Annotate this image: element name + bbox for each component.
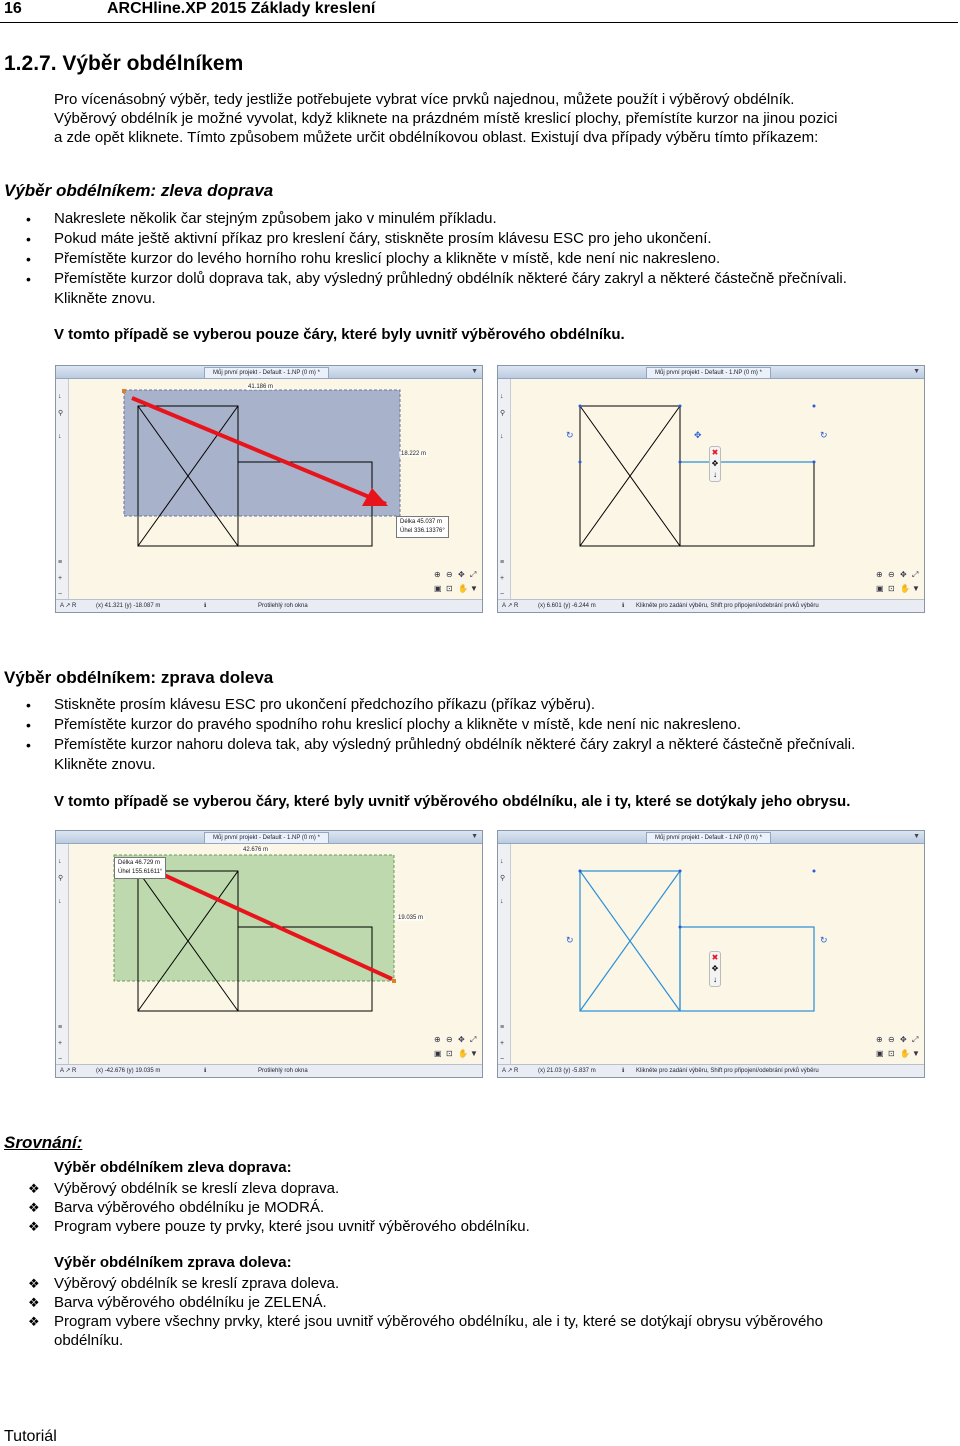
comparison-heading: Srovnání: bbox=[4, 1133, 83, 1152]
intro-paragraph bbox=[54, 90, 934, 147]
coords-readout: (x) 41.321 (y) -18.087 m bbox=[96, 603, 161, 609]
list-item-text: Přemístěte kurzor nahoru doleva tak, aby výsledný průhledný obdélník některé čáry zakryl a některé částečně přečnívali. bbox=[54, 736, 856, 753]
rotate-icon[interactable]: ↻ bbox=[820, 935, 828, 945]
arrow-down-icon[interactable]: ↓ bbox=[58, 393, 62, 400]
info-icon: ℹ bbox=[622, 603, 625, 609]
tab-project[interactable]: Můj první projekt - Default - 1.NP (0 m) * bbox=[204, 832, 329, 844]
minus-icon[interactable]: − bbox=[58, 1056, 63, 1063]
zoom-out-icon[interactable]: ⊖ bbox=[888, 570, 895, 579]
list-item-cont: Klikněte znovu. bbox=[54, 756, 156, 773]
view-tools bbox=[434, 1035, 480, 1065]
fit-icon[interactable]: ⤢ bbox=[912, 1035, 919, 1044]
arrow-down-icon[interactable]: ↓ bbox=[58, 433, 62, 440]
list-item: ❖ Program vybere pouze ty prvky, které jsou uvnitř výběrového obdélníku. bbox=[28, 1217, 928, 1236]
plus-icon[interactable]: + bbox=[58, 575, 63, 582]
comparison-b-title: Výběr obdélníkem zprava doleva: bbox=[54, 1254, 292, 1271]
arrow-down-icon[interactable]: ↓ bbox=[58, 898, 62, 905]
left-toolbar bbox=[56, 379, 69, 600]
pan-hand-icon[interactable]: ✋ bbox=[900, 584, 910, 593]
zoom-window-icon[interactable]: ⊡ bbox=[888, 1049, 895, 1058]
status-bar bbox=[498, 599, 924, 612]
minus-icon[interactable]: − bbox=[500, 1056, 505, 1063]
edit-widget[interactable] bbox=[709, 951, 721, 987]
left-toolbar bbox=[498, 844, 511, 1065]
fit-icon[interactable]: ⤢ bbox=[470, 1035, 477, 1044]
zoom-icon[interactable]: ⚲ bbox=[500, 875, 506, 882]
view-tools bbox=[434, 570, 480, 600]
snap-icon[interactable]: A ↗ R bbox=[502, 603, 519, 609]
snap-icon[interactable]: A ↗ R bbox=[60, 1068, 77, 1074]
move-icon[interactable]: ✥ bbox=[900, 1035, 907, 1044]
layer-icon[interactable]: ▣ bbox=[434, 584, 442, 593]
list-item: • Nakreslete několik čar stejným způsobem jako v minulém příkladu. bbox=[26, 209, 946, 229]
comparison-b-list bbox=[28, 1274, 928, 1350]
list-icon[interactable]: ≡ bbox=[500, 559, 505, 566]
pan-hand-icon[interactable]: ✋ bbox=[458, 584, 468, 593]
move-icon[interactable]: ✥ bbox=[711, 964, 719, 973]
list-item: ❖ Barva výběrového obdélníku je MODRÁ. bbox=[28, 1198, 928, 1217]
view-tools bbox=[876, 1035, 922, 1065]
window-titlebar bbox=[498, 366, 924, 379]
comparison-a-list bbox=[28, 1179, 928, 1236]
page-footer: Tutoriál bbox=[4, 1428, 57, 1445]
angle-value: 155.61611° bbox=[132, 869, 163, 875]
drawing-canvas bbox=[498, 366, 924, 612]
pan-hand-icon[interactable]: ✋ bbox=[458, 1049, 468, 1058]
section-heading: 1.2.7. Výběr obdélníkem bbox=[4, 52, 244, 75]
move-icon[interactable]: ✥ bbox=[694, 430, 702, 440]
list-item: ❖ Výběrový obdélník se kreslí zleva doprava. bbox=[28, 1179, 928, 1198]
case1-result: V tomto případě se vyberou pouze čáry, které byly uvnitř výběrového obdélníku. bbox=[54, 326, 625, 343]
pan-hand-icon[interactable]: ✋ bbox=[900, 1049, 910, 1058]
fit-icon[interactable]: ⤢ bbox=[470, 570, 477, 579]
arrow-down-icon[interactable]: ↓ bbox=[58, 858, 62, 865]
dropdown-icon[interactable]: ▼ bbox=[471, 833, 478, 840]
zoom-window-icon[interactable]: ⊡ bbox=[888, 584, 895, 593]
list-item-cont: Klikněte znovu. bbox=[54, 290, 156, 307]
move-icon[interactable]: ✥ bbox=[458, 570, 465, 579]
case2-heading: Výběr obdélníkem: zprava doleva bbox=[4, 668, 274, 687]
info-icon: ℹ bbox=[622, 1068, 625, 1074]
layer-icon[interactable]: ▣ bbox=[876, 1049, 884, 1058]
window-titlebar bbox=[56, 366, 482, 379]
intro-line: a zde opět kliknete. Tímto způsobem můžete určit obdélníkovou oblast. Existují dva případy výběru tímto příkazem: bbox=[54, 129, 819, 146]
tab-project[interactable]: Můj první projekt - Default - 1.NP (0 m) * bbox=[646, 832, 771, 844]
zoom-icon[interactable]: ⚲ bbox=[500, 410, 506, 417]
screenshot-right-to-left-result bbox=[497, 830, 925, 1078]
screenshot-right-to-left-selecting bbox=[55, 830, 483, 1078]
status-hint: Protilehlý roh okna bbox=[258, 1068, 308, 1074]
dropdown-icon[interactable]: ▼ bbox=[913, 833, 920, 840]
drawing-canvas bbox=[56, 366, 482, 612]
layer-icon[interactable]: ▣ bbox=[876, 584, 884, 593]
list-item-text: Přemístěte kurzor dolů doprava tak, aby výsledný průhledný obdélník některé čáry zakryl a některé částečně přečnívali. bbox=[54, 270, 847, 287]
info-icon: ℹ bbox=[204, 603, 207, 609]
info-icon: ℹ bbox=[204, 1068, 207, 1074]
status-bar bbox=[498, 1064, 924, 1077]
list-icon[interactable]: ≡ bbox=[500, 1024, 505, 1031]
list-item: • Přemístěte kurzor do levého horního rohu kreslicí plochy a klikněte v místě, kde není nic nakresleno. bbox=[26, 249, 946, 269]
window-titlebar bbox=[56, 831, 482, 844]
comparison-a-title: Výběr obdélníkem zleva doprava: bbox=[54, 1159, 292, 1176]
list-item: • Pokud máte ještě aktivní příkaz pro kreslení čáry, stiskněte prosím klávesu ESC pro jeho ukončení. bbox=[26, 229, 946, 249]
arrow-down-icon[interactable]: ↓ bbox=[500, 433, 504, 440]
dropdown-icon[interactable]: ▼ bbox=[471, 368, 478, 375]
case1-bullets bbox=[26, 209, 946, 309]
zoom-out-icon[interactable]: ⊖ bbox=[888, 1035, 895, 1044]
plus-icon[interactable]: + bbox=[500, 575, 505, 582]
save-icon[interactable]: ▼ bbox=[912, 584, 920, 593]
header-title: ARCHline.XP 2015 Základy kreslení bbox=[107, 0, 376, 17]
status-bar bbox=[56, 599, 482, 612]
view-tools bbox=[876, 570, 922, 600]
left-toolbar bbox=[56, 844, 69, 1065]
zoom-window-icon[interactable]: ⊡ bbox=[446, 584, 453, 593]
zoom-out-icon[interactable]: ⊖ bbox=[446, 1035, 453, 1044]
dimension-top: 42.676 m bbox=[243, 847, 269, 853]
snap-icon[interactable]: A ↗ R bbox=[502, 1068, 519, 1074]
tab-project[interactable]: Můj první projekt - Default - 1.NP (0 m) * bbox=[646, 367, 771, 379]
arrow-down-icon[interactable]: ↓ bbox=[500, 898, 504, 905]
list-item-text: Program vybere všechny prvky, které jsou uvnitř výběrového obdélníku, ale i ty, které se dotýkají obrysu výběrového bbox=[54, 1313, 823, 1330]
list-item: • Stiskněte prosím klávesu ESC pro ukončení předchozího příkazu (příkaz výběru). bbox=[26, 695, 946, 715]
rotate-icon[interactable]: ↻ bbox=[566, 430, 574, 440]
intro-line: Pro vícenásobný výběr, tedy jestliže potřebujete vybrat více prvků najednou, můžete použít i výběrový obdélník. bbox=[54, 91, 795, 108]
save-icon[interactable]: ▼ bbox=[912, 1049, 920, 1058]
move-icon[interactable]: ✥ bbox=[458, 1035, 465, 1044]
minus-icon[interactable]: − bbox=[58, 591, 63, 598]
move-icon[interactable]: ✥ bbox=[711, 459, 719, 468]
tab-project[interactable]: Můj první projekt - Default - 1.NP (0 m) * bbox=[204, 367, 329, 379]
list-item: • Přemístěte kurzor do pravého spodního rohu kreslicí plochy a klikněte v místě, kde není nic nakresleno. bbox=[26, 715, 946, 735]
dimension-side: 19.035 m bbox=[398, 915, 424, 921]
edit-widget[interactable] bbox=[709, 446, 721, 482]
intro-line: Výběrový obdélník je možné vyvolat, když kliknete na prázdném místě kreslicí plochy, přemístíte kurzor na jinou pozici bbox=[54, 110, 838, 127]
fit-icon[interactable]: ⤢ bbox=[912, 570, 919, 579]
list-item bbox=[26, 269, 946, 309]
angle-value: 336.13376° bbox=[414, 528, 445, 534]
header-rule bbox=[0, 22, 958, 23]
zoom-window-icon[interactable]: ⊡ bbox=[446, 1049, 453, 1058]
zoom-in-icon[interactable]: ⊕ bbox=[876, 1035, 883, 1044]
list-item: ❖ Výběrový obdélník se kreslí zprava doleva. bbox=[28, 1274, 928, 1293]
coords-readout: (x) 6.601 (y) -6.244 m bbox=[538, 603, 596, 609]
status-hint: Klikněte pro zadání výběru, Shift pro připojení/odebrání prvků výběru bbox=[636, 603, 819, 609]
case2-result: V tomto případě se vyberou čáry, které byly uvnitř výběrového obdélníku, ale i ty, které se dotýkaly jeho obrysu. bbox=[54, 793, 851, 810]
status-bar bbox=[56, 1064, 482, 1077]
length-value: 45.037 m bbox=[417, 519, 443, 525]
arrow-down-icon[interactable]: ↓ bbox=[713, 470, 717, 479]
coords-readout: (x) -42.676 (y) 19.035 m bbox=[96, 1068, 161, 1074]
move-icon[interactable]: ✥ bbox=[900, 570, 907, 579]
page-header bbox=[0, 0, 960, 22]
case2-bullets bbox=[26, 695, 946, 775]
status-hint: Klikněte pro zadání výběru, Shift pro připojení/odebrání prvků výběru bbox=[636, 1068, 819, 1074]
zoom-in-icon[interactable]: ⊕ bbox=[434, 1035, 441, 1044]
delete-icon[interactable]: ✖ bbox=[711, 953, 719, 962]
arrow-down-icon[interactable]: ↓ bbox=[713, 975, 717, 984]
zoom-in-icon[interactable]: ⊕ bbox=[876, 570, 883, 579]
arrow-down-icon[interactable]: ↓ bbox=[500, 858, 504, 865]
window-titlebar bbox=[498, 831, 924, 844]
length-value: 46.729 m bbox=[135, 860, 161, 866]
delete-icon[interactable]: ✖ bbox=[711, 448, 719, 457]
list-item bbox=[28, 1312, 928, 1350]
list-item bbox=[26, 735, 946, 775]
list-icon[interactable]: ≡ bbox=[58, 1024, 63, 1031]
dimension-side: 18.222 m bbox=[401, 451, 427, 457]
screenshot-left-to-right-result bbox=[497, 365, 925, 613]
plus-icon[interactable]: + bbox=[500, 1040, 505, 1047]
cursor-tooltip: Délka 46.729 m Úhel 155.61611° bbox=[114, 857, 166, 879]
coords-readout: (x) 21.03 (y) -5.837 m bbox=[538, 1068, 596, 1074]
left-toolbar bbox=[498, 379, 511, 600]
layer-icon[interactable]: ▣ bbox=[434, 1049, 442, 1058]
zoom-icon[interactable]: ⚲ bbox=[58, 875, 64, 882]
rotate-icon[interactable]: ↻ bbox=[566, 935, 574, 945]
snap-icon[interactable]: A ↗ R bbox=[60, 603, 77, 609]
page-number: 16 bbox=[4, 0, 22, 17]
zoom-icon[interactable]: ⚲ bbox=[58, 410, 64, 417]
list-icon[interactable]: ≡ bbox=[58, 559, 63, 566]
status-hint: Protilehlý roh okna bbox=[258, 603, 308, 609]
save-icon[interactable]: ▼ bbox=[470, 1049, 478, 1058]
screenshot-left-to-right-selecting bbox=[55, 365, 483, 613]
rotate-icon[interactable]: ↻ bbox=[820, 430, 828, 440]
minus-icon[interactable]: − bbox=[500, 591, 505, 598]
dimension-top: 41.186 m bbox=[248, 384, 274, 390]
list-item-cont: obdélníku. bbox=[54, 1332, 124, 1349]
zoom-in-icon[interactable]: ⊕ bbox=[434, 570, 441, 579]
plus-icon[interactable]: + bbox=[58, 1040, 63, 1047]
save-icon[interactable]: ▼ bbox=[470, 584, 478, 593]
case1-heading: Výběr obdélníkem: zleva doprava bbox=[4, 181, 274, 200]
list-item: ❖ Barva výběrového obdélníku je ZELENÁ. bbox=[28, 1293, 928, 1312]
zoom-out-icon[interactable]: ⊖ bbox=[446, 570, 453, 579]
arrow-down-icon[interactable]: ↓ bbox=[500, 393, 504, 400]
dropdown-icon[interactable]: ▼ bbox=[913, 368, 920, 375]
cursor-tooltip: Délka 45.037 m Úhel 336.13376° bbox=[396, 516, 449, 538]
